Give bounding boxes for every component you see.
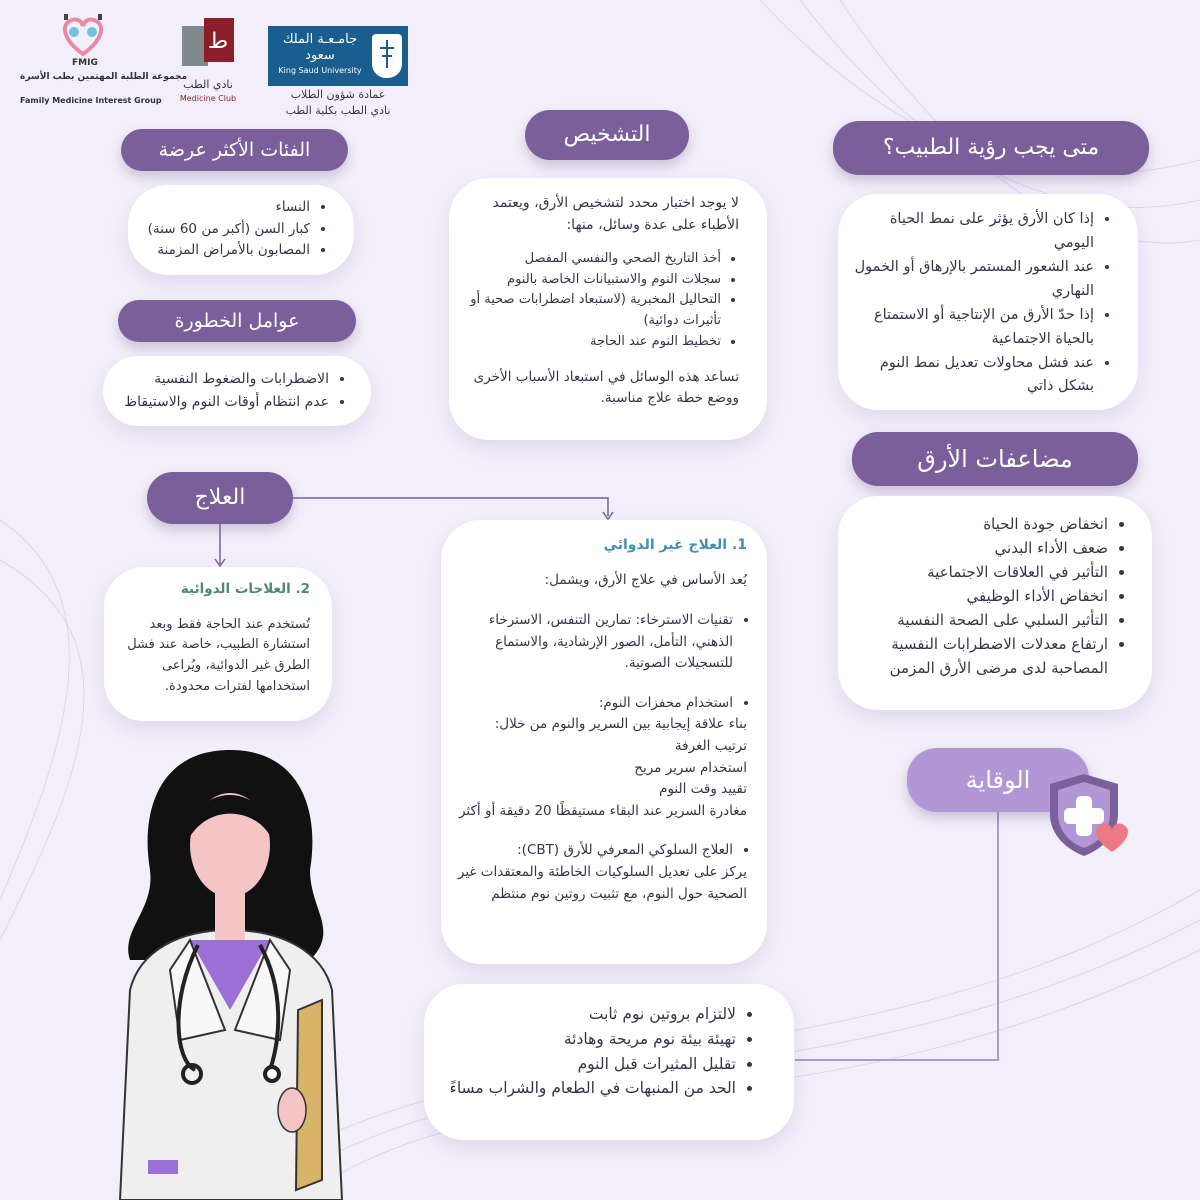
when-to-see-card [838,194,1138,410]
when-to-see-title: متى يجب رؤية الطبيب؟ [833,121,1149,175]
risk-list [111,368,347,414]
list-item: • انخفاض جودة الحياة [850,512,1108,536]
groups-card [128,185,354,275]
list-item: • التأثير السلبي على الصحة النفسية [850,608,1108,632]
nondrug-list [457,610,747,905]
ksu-arabic: جامـعـة الملك سعود [282,32,358,63]
groups-title: الفئات الأكثر عرضة [121,129,348,171]
stim-item: مغادرة السرير عند البقاء مستيقظًا 20 دقيقة أو أكثر [458,802,747,819]
list-item: • ضعف الأداء البدني [850,536,1108,560]
heart-family-icon [58,12,108,58]
nondrug-card [441,520,767,964]
prevention-title: الوقاية [907,748,1089,812]
diagnosis-list [465,249,739,353]
complications-list [850,512,1126,680]
list-item: • عدم انتظام أوقات النوم والاستيقاظ [111,391,329,414]
list-item: • ارتفاع معدلات الاضطرابات النفسية المصاحبة لدى مرضى الأرق المزمن [850,632,1108,680]
when-to-see-list [854,208,1112,399]
list-item [457,840,747,905]
treatment-title: العلاج [147,472,293,524]
complications-card [838,496,1152,710]
list-item: • التحاليل المخبرية (لاستبعاد اضطرابات صحية أو تأثيرات دوائية) [465,290,721,332]
ksu-english: King Saud University [278,66,362,75]
list-item: • عند الشعور المستمر بالإرهاق أو الخمول النهاري [854,256,1094,304]
stim-item: تقييد وقت النوم [659,781,747,798]
list-item: • النساء [138,197,310,219]
medicine-club-arabic: نادي الطب [183,78,233,91]
list-item: • الاضطرابات والضغوط النفسية [111,368,329,391]
list-item: • الحد من المنبهات في الطعام والشراب مساءً [440,1076,736,1101]
list-item: • لالتزام بروتين نوم ثابت [440,1002,736,1027]
risk-title: عوامل الخطورة [118,300,356,342]
list-item: • عند فشل محاولات تعديل نمط النوم بشكل ذاتي [854,352,1094,400]
stim-item: استخدام سرير مريح [634,759,747,776]
ksu-deanship: عمادة شؤون الطلاب [290,88,386,101]
list-item [457,610,733,675]
list-item: • إذا حدّ الأرق من الإنتاجية أو الاستمتاع بالحياة الاجتماعية [854,304,1094,352]
stim-intro: بناء علاقة إيجابية بين السرير والنوم من خلال: [494,716,747,733]
cbt-title: • العلاج السلوكي المعرفي للأرق (CBT): [517,842,733,859]
stim-item: ترتيب الغرفة [674,737,747,754]
logo-row [0,8,1200,118]
relax-text: تمارين التنفس، الاسترخاء الذهني، التأمل، الصور الإرشادية، والاستماع للتسجيلات الصوتية. [488,611,733,672]
risk-card [103,356,371,426]
nondrug-intro: يُعد الأساس في علاج الأرق، ويشمل: [544,572,747,589]
prevention-card [424,984,794,1140]
list-item [457,693,747,823]
diagnosis-card [449,178,767,440]
medicine-club-english: Medicine Club [179,94,237,103]
svg-text:ط: ط [207,29,229,54]
shield-heart-icon [1046,770,1134,860]
cbt-text: يركز على تعديل السلوكيات الخاطئة والمعتقدات غير الصحية حول النوم، مع تثبيت روتين نوم منتظم [457,863,747,902]
list-item: • التأثير في العلاقات الاجتماعية [850,560,1108,584]
list-item: • كبار السن (أكبر من 60 سنة) [138,219,310,241]
nondrug-heading: 1. العلاج غير الدوائي [603,537,747,553]
fmig-logo [20,8,188,108]
list-item: • تهيئة بيئة نوم مريحة وهادئة [440,1027,736,1052]
diagnosis-title: التشخيص [525,110,689,160]
list-item: • المصابون بالأمراض المزمنة [138,240,310,262]
diagnosis-outro: تساعد هذه الوسائل في استبعاد الأسباب الأخرى ووضع خطة علاج مناسبة. [473,368,739,407]
stim-title: • استخدام محفزات النوم: [598,694,733,711]
ksu-banner [268,26,408,86]
list-item: • أخذ التاريخ الصحي والنفسي المفصل [465,249,721,270]
doctor-illustration [60,740,400,1200]
fmig-english: Family Medicine Interest Group [20,96,162,105]
fmig-abbr: FMIG [72,58,98,68]
drug-text: تُستخدم عند الحاجة فقط وبعد استشارة الطبيب، خاصة عند فشل الطرق غير الدوائية، ويُراعى استخدامها لفترات محدودة. [127,616,310,694]
list-item: • تخطيط النوم عند الحاجة [465,332,721,353]
list-item: • إذا كان الأرق يؤثر على نمط الحياة اليومي [854,208,1094,256]
diagnosis-intro: لا يوجد اختبار محدد لتشخيص الأرق، ويعتمد الأطباء على عدة وسائل، منها: [492,195,739,234]
relax-title: تقنيات الاسترخاء: [635,611,733,628]
complications-title: مضاعفات الأرق [852,432,1138,486]
drug-card [104,567,332,721]
list-item: • تقليل المثيرات قبل النوم [440,1052,736,1077]
list-item: • سجلات النوم والاستبيانات الخاصة بالنوم [465,270,721,291]
drug-heading: 2. العلاجات الدوائية [180,581,310,597]
ksu-club: نادي الطب بكلية الطب [285,104,391,117]
ksu-emblem-icon [372,34,402,78]
fmig-arabic: مجموعة الطلبة المهتمين بطب الأسرة [20,72,188,82]
groups-list [138,197,328,262]
prevention-list [440,1002,754,1101]
med-letter-icon [182,18,234,70]
medicine-club-logo [178,18,238,108]
list-item: • انخفاض الأداء الوظيفي [850,584,1108,608]
ksu-logo [268,26,410,122]
